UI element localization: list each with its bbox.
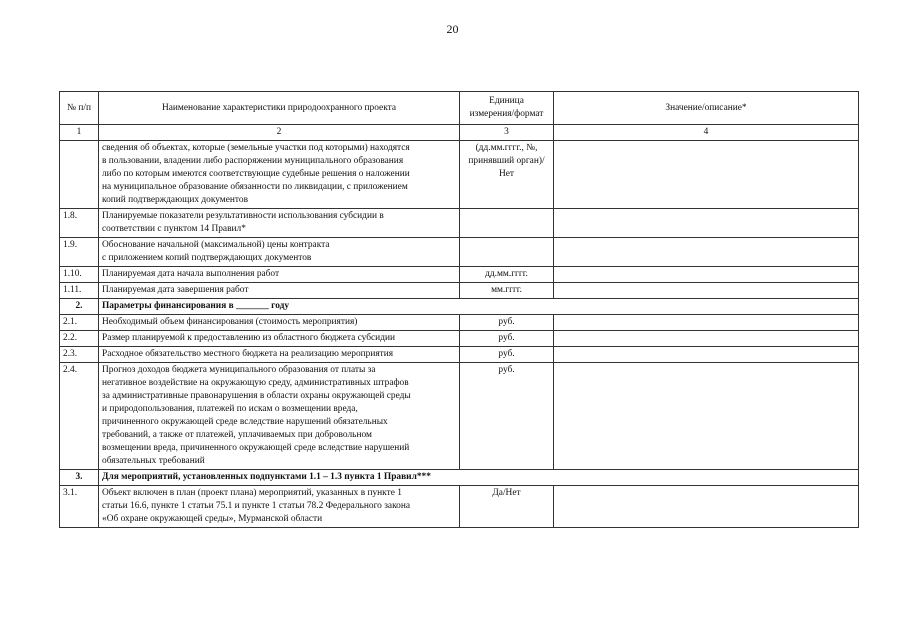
row-characteristic: сведения об объектах, которые (земельные участки под которыми) находятся в пользовании, владении либо распоряжении муниципального образования либо по которым имеются соответствующие судебные решения о наложении на муниципальное образование обязанности по ликвидации, с приложением копий подтверждающих документов — [99, 141, 460, 209]
column-index-2: 2 — [99, 125, 460, 141]
row-characteristic: Обоснование начальной (максимальной) цены контракта с приложением копий подтверждающих документов — [99, 238, 460, 267]
row-value-field[interactable] — [554, 331, 859, 347]
row-unit: дд.мм.гггг. — [460, 267, 554, 283]
column-index-1: 1 — [60, 125, 99, 141]
row-number: 2.3. — [60, 347, 99, 363]
row-characteristic: Необходимый объем финансирования (стоимость мероприятия) — [99, 315, 460, 331]
row-characteristic: Расходное обязательство местного бюджета на реализацию мероприятия — [99, 347, 460, 363]
row-number: 1.9. — [60, 238, 99, 267]
column-index-row — [60, 125, 859, 141]
header-num: № п/п — [60, 92, 99, 125]
row-unit: руб. — [460, 347, 554, 363]
column-index-4: 4 — [554, 125, 859, 141]
row-number: 2. — [60, 299, 99, 315]
row-unit: руб. — [460, 363, 554, 470]
row-number: 2.4. — [60, 363, 99, 470]
row-number: 1.11. — [60, 283, 99, 299]
table-row — [60, 315, 859, 331]
column-index-3: 3 — [460, 125, 554, 141]
table-row — [60, 331, 859, 347]
row-unit — [460, 238, 554, 267]
row-number: 3.1. — [60, 486, 99, 528]
table-row — [60, 347, 859, 363]
row-unit: руб. — [460, 331, 554, 347]
row-value-field[interactable] — [554, 141, 859, 209]
section-row — [60, 299, 859, 315]
row-characteristic: Объект включен в план (проект плана) мероприятий, указанных в пункте 1 статьи 16.6, пункте 1 статьи 75.1 и пункте 1 статьи 78.2 Федерального закона «Об охране окружающей среды», Мурманской области — [99, 486, 460, 528]
row-value-field[interactable] — [554, 238, 859, 267]
row-value-field[interactable] — [554, 363, 859, 470]
section-title: Параметры финансирования в _______ году — [99, 299, 859, 315]
header-name: Наименование характеристики природоохранного проекта — [99, 92, 460, 125]
section-title: Для мероприятий, установленных подпунктами 1.1 – 1.3 пункта 1 Правил*** — [99, 470, 859, 486]
table-row — [60, 486, 859, 528]
row-unit: (дд.мм.гггг., №, принявший орган)/ Нет — [460, 141, 554, 209]
row-number: 2.2. — [60, 331, 99, 347]
row-value-field[interactable] — [554, 209, 859, 238]
row-number: 3. — [60, 470, 99, 486]
row-characteristic: Планируемая дата начала выполнения работ — [99, 267, 460, 283]
table-row — [60, 267, 859, 283]
table-row — [60, 238, 859, 267]
row-value-field[interactable] — [554, 315, 859, 331]
table-row — [60, 141, 859, 209]
row-unit — [460, 209, 554, 238]
row-unit: руб. — [460, 315, 554, 331]
section-row — [60, 470, 859, 486]
row-unit: мм.гггг. — [460, 283, 554, 299]
row-number: 1.8. — [60, 209, 99, 238]
row-value-field[interactable] — [554, 347, 859, 363]
row-value-field[interactable] — [554, 486, 859, 528]
header-value: Значение/описание* — [554, 92, 859, 125]
table-row — [60, 209, 859, 238]
row-characteristic: Планируемые показатели результативности использования субсидии в соответствии с пунктом 14 Правил* — [99, 209, 460, 238]
row-value-field[interactable] — [554, 267, 859, 283]
page-number: 20 — [446, 22, 459, 36]
header-unit: Единица измерения/формат — [460, 92, 554, 125]
row-unit: Да/Нет — [460, 486, 554, 528]
row-number: 2.1. — [60, 315, 99, 331]
row-characteristic: Размер планируемой к предоставлению из областного бюджета субсидии — [99, 331, 460, 347]
row-characteristic: Планируемая дата завершения работ — [99, 283, 460, 299]
row-number: 1.10. — [60, 267, 99, 283]
row-characteristic: Прогноз доходов бюджета муниципального образования от платы за негативное воздействие на окружающую среду, административных штрафов за административные правонарушения в области охраны окружающей среды и природопользования, платежей по искам о возмещении вреда, причиненного окружающей среде вследствие нарушений обязательных требований, а также от платежей, уплачиваемых при добровольном возмещении вреда, причиненного окружающей среде вследствие нарушений обязательных требований — [99, 363, 460, 470]
row-number — [60, 141, 99, 209]
project-characteristics-table — [59, 91, 859, 528]
row-value-field[interactable] — [554, 283, 859, 299]
table-header-row — [60, 92, 859, 125]
table-row — [60, 283, 859, 299]
table-row — [60, 363, 859, 470]
